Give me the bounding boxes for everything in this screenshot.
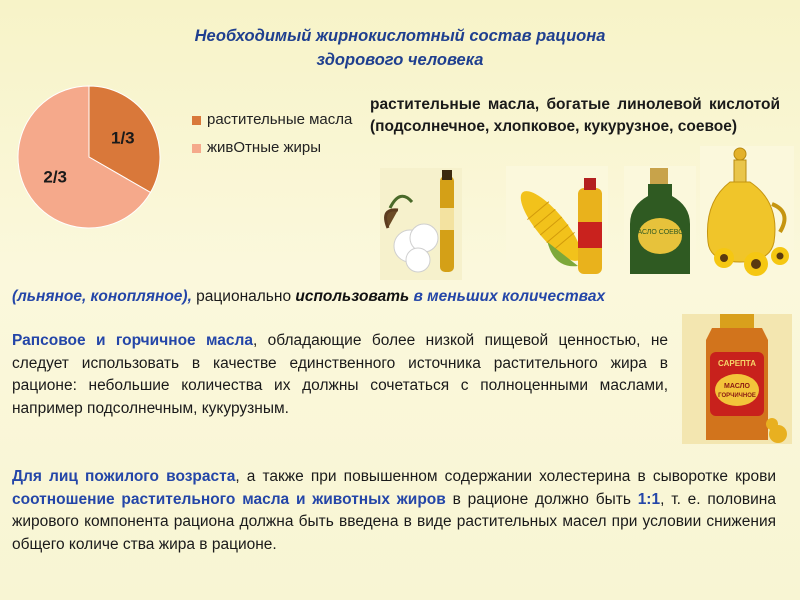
mustard-label-line2: ГОРЧИЧНОЕ (718, 393, 756, 399)
pie-label-animal-fats: 2/3 (43, 167, 68, 187)
rapeseed-mustard-body: , обладающие более низкой пищевой ценностью, не следует использовать в качестве единственного источника растительного жира в рационе: небольшие количества их должны сочетаться с полноценными маслами, например подсолнечным, кукурузным. (12, 332, 668, 417)
elderly-body-3: , т. е. половина жирового компонента рациона должна быть введена в виде растительных масел при условии снижения общего количе ства жира в рационе. (12, 490, 776, 553)
chart-legend (192, 110, 372, 166)
rapeseed-mustard-heading: Рапсовое и горчичное масла (12, 332, 253, 349)
linseed-text: (льняное, конопляное), (12, 288, 192, 305)
soy-bottle-label-text: МАСЛО СОЕВОЕ (631, 229, 689, 236)
legend-label-animal-fats: живОтные жиры (207, 139, 322, 156)
rapeseed-mustard-paragraph (12, 330, 668, 420)
oil-carafe-sunflower-image (700, 146, 794, 278)
cotton-oil-image (380, 168, 462, 280)
linseed-usage-line (12, 288, 605, 306)
corn-oil-image (506, 166, 608, 278)
legend-label-vegetable-oils: растительные масла (207, 111, 353, 128)
vegetable-oils-text: растительные масла, богатые линолевой кислотой (подсолнечное, хлопковое, кукурузное, соевое) (370, 96, 780, 135)
legend-swatch-animal-fats (192, 144, 201, 153)
smaller-amounts-text: в меньших количествах (409, 288, 606, 305)
title-line-2: здорового человека (316, 51, 484, 69)
ratio-phrase: соотношение растительного масла и животных жиров (12, 490, 446, 508)
title-line-1: Необходимый жирнокислотный состав рациона (194, 27, 606, 45)
elderly-heading: Для лиц пожилого возраста (12, 468, 236, 485)
legend-swatch-vegetable-oils (192, 116, 201, 125)
elderly-body-1: , а также при повышенном содержании холестерина в сыворотке крови (235, 468, 776, 485)
legend-item-vegetable-oils (192, 110, 372, 130)
use-text: использовать (295, 288, 410, 305)
elderly-paragraph (12, 466, 776, 556)
mustard-oil-bottle-image (682, 314, 792, 444)
legend-item-animal-fats (192, 138, 372, 158)
pie-label-vegetable-oils: 1/3 (110, 128, 135, 148)
elderly-body-2: в рационе должно быть (445, 490, 638, 508)
rationally-text: рационально (191, 288, 296, 305)
mustard-brand-text: САРЕПТА (718, 359, 756, 368)
soybean-oil-bottle-image (624, 166, 696, 278)
pie-chart (14, 82, 164, 232)
page-title (120, 24, 680, 72)
ratio-value: 1:1 (637, 490, 661, 508)
mustard-label-line1: МАСЛО (724, 383, 750, 390)
